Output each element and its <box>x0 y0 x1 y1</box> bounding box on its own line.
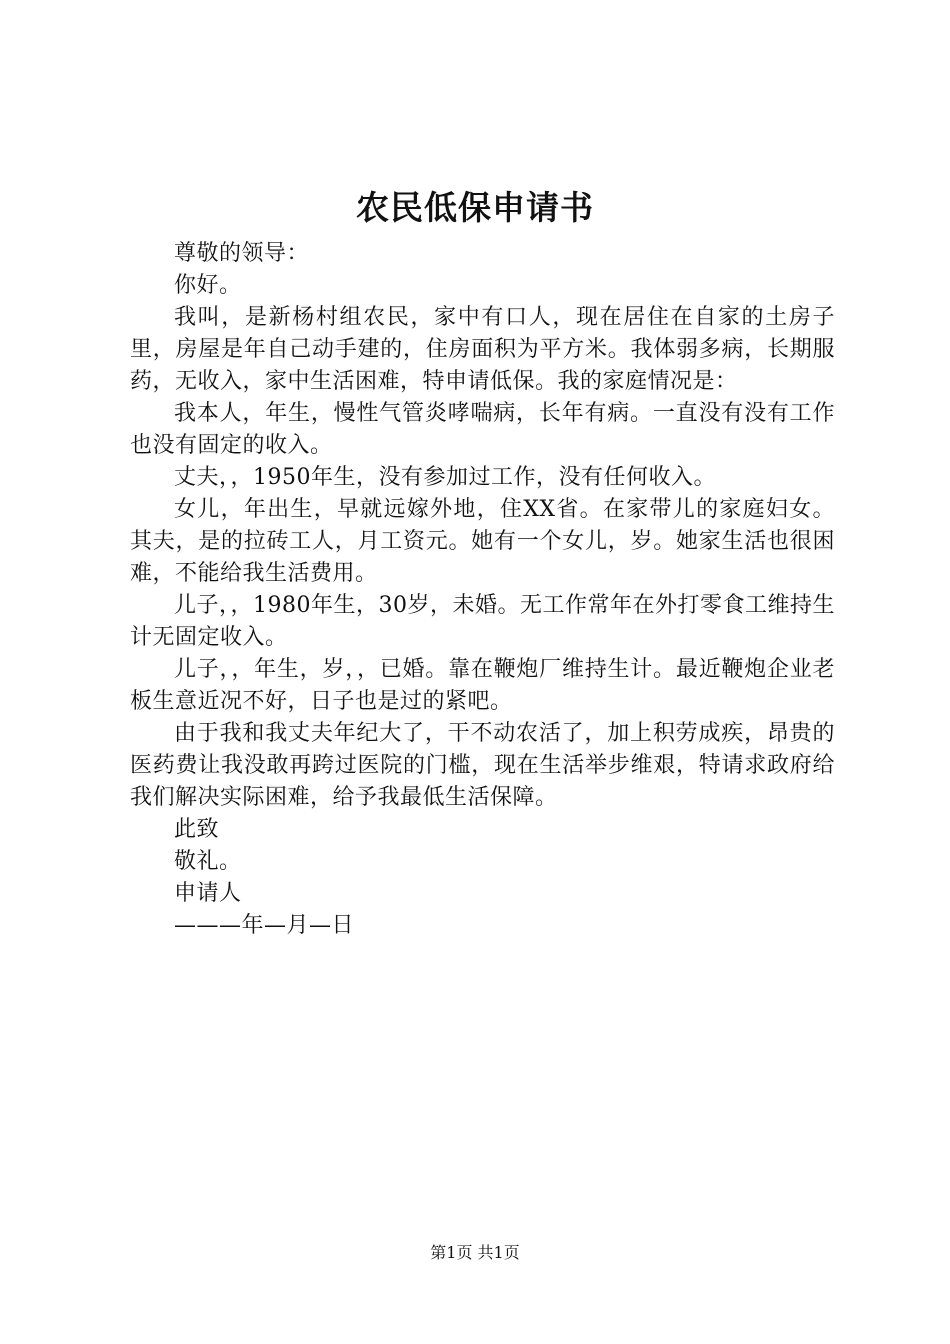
paragraph-request: 由于我和我丈夫年纪大了，干不动农活了，加上积劳成疾，昂贵的医药费让我没敢再跨过医院的门槛，现在生活举步维艰，特请求政府给我们解决实际困难，给予我最低生活保障。 <box>130 721 835 810</box>
greeting: 你好。 <box>174 273 242 298</box>
paragraph-son-1: 儿子，，1980年生，30岁，未婚。无工作常年在外打零食工维持生计无固定收入。 <box>130 593 835 650</box>
applicant-label: 申请人 <box>174 881 242 906</box>
salutation: 尊敬的领导： <box>174 241 310 266</box>
document-title: 农民低保申请书 <box>356 188 594 227</box>
closing-jingli: 敬礼。 <box>174 849 242 874</box>
paragraph-daughter: 女儿，年出生，早就远嫁外地，住XX省。在家带儿的家庭妇女。其夫，是的拉砖工人，月工资元。她有一个女儿，岁。她家生活也很困难，不能给我生活费用。 <box>130 497 835 586</box>
paragraph-son-2: 儿子，，年生，岁，，已婚。靠在鞭炮厂维持生计。最近鞭炮企业老板生意近况不好，日子也是过的紧吧。 <box>130 657 835 714</box>
date-line: ———年—月—日 <box>174 913 355 938</box>
closing-cizhi: 此致 <box>174 817 220 842</box>
paragraph-self: 我本人，年生，慢性气管炎哮喘病，长年有病。一直没有没有工作也没有固定的收入。 <box>130 401 835 458</box>
paragraph-intro: 我叫，是新杨村组农民，家中有口人，现在居住在自家的土房子里，房屋是年自己动手建的，住房面积为平方米。我体弱多病，长期服药，无收入，家中生活困难，特申请低保。我的家庭情况是： <box>130 305 835 394</box>
page-number-footer: 第1页 共1页 <box>430 1243 520 1262</box>
paragraph-husband: 丈夫，，1950年生，没有参加过工作，没有任何收入。 <box>174 465 716 490</box>
document-body <box>130 238 835 942</box>
